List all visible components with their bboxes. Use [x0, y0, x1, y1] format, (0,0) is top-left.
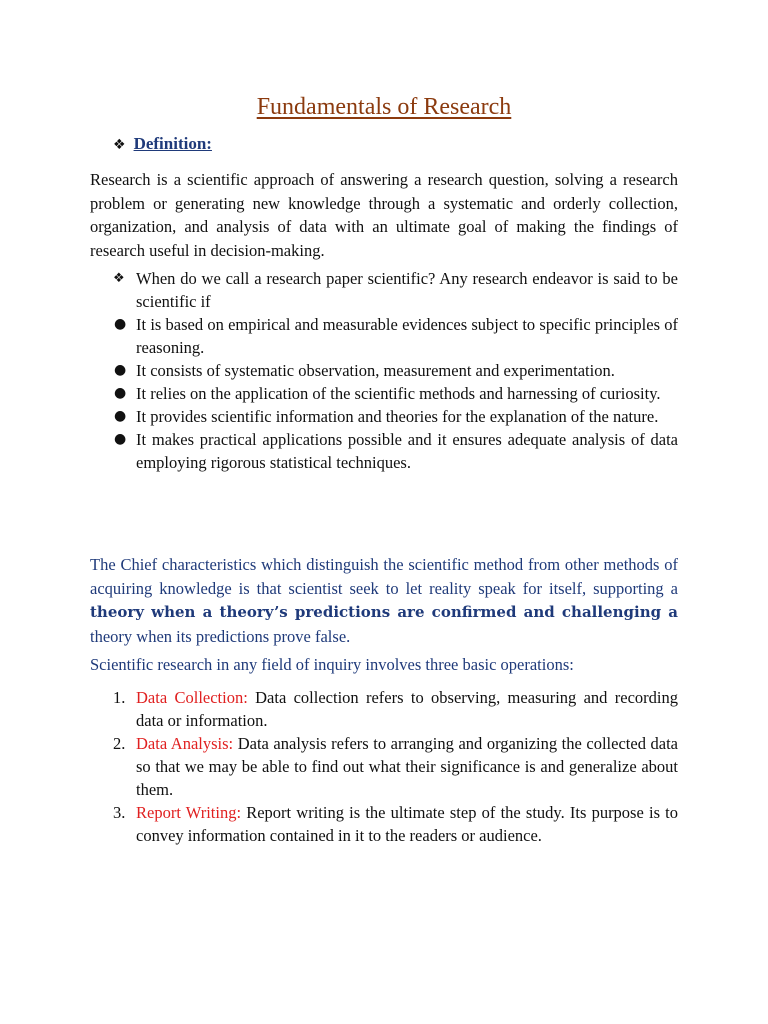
list-item — [113, 359, 678, 382]
list-item — [113, 801, 678, 847]
definition-heading — [113, 134, 212, 154]
chief-characteristics-paragraph — [90, 553, 678, 648]
item-number: 3. — [113, 803, 126, 822]
definition-heading-text: Definition: — [133, 134, 212, 153]
operations-list — [113, 686, 678, 847]
chief-text-part1: The Chief characteristics which distinguish the scientific method from other methods of acquiring knowledge is that scientist seek to let reality speak for itself, supporting a — [90, 555, 678, 598]
page-title: Fundamentals of Research — [256, 94, 512, 120]
operations-intro: Scientific research in any field of inquiry involves three basic operations: — [90, 655, 574, 674]
diamond-bullet-icon: ❖ — [113, 271, 125, 286]
operation-term: Data Collection: — [136, 688, 248, 707]
scientific-intro: When do we call a research paper scientific? Any research endeavor is said to be scientific if — [136, 269, 678, 311]
operation-text: Data analysis refers to arranging and organizing the collected data so that we may be able to find out what their significance is and generalize about them. — [136, 734, 678, 799]
item-number: 1. — [113, 688, 126, 707]
criteria-text: It provides scientific information and theories for the explanation of the nature. — [136, 407, 659, 426]
criteria-text: It consists of systematic observation, measurement and experimentation. — [136, 361, 615, 380]
list-item — [113, 428, 678, 474]
scientific-criteria-list — [113, 267, 678, 474]
list-item — [113, 382, 678, 405]
criteria-text: It relies on the application of the scientific methods and harnessing of curiosity. — [136, 384, 661, 403]
operation-text: Data collection refers to observing, measuring and recording data or information. — [136, 688, 678, 730]
operation-text: Report writing is the ultimate step of the study. Its purpose is to convey information contained in it to the readers or audience. — [136, 803, 678, 845]
bullet-dot-icon: ● — [114, 362, 127, 378]
bullet-dot-icon: ● — [114, 385, 127, 401]
operation-term: Report Writing: — [136, 803, 242, 822]
chief-text-bold: theory when a theory’s predictions are confirmed and challenging a — [90, 603, 678, 621]
bullet-dot-icon: ● — [114, 408, 127, 424]
bullet-dot-icon: ● — [114, 431, 127, 447]
definition-paragraph: Research is a scientific approach of answering a research question, solving a research problem or generating new knowledge through a systematic and orderly collection, organization, and analysis of data with an ultimate goal of making the findings of research useful in decision-making. — [90, 170, 678, 260]
diamond-bullet-icon: ❖ — [113, 137, 126, 153]
operation-term: Data Analysis: — [136, 734, 234, 753]
list-item — [113, 267, 678, 313]
item-number: 2. — [113, 734, 126, 753]
list-item — [113, 313, 678, 359]
list-item — [113, 732, 678, 801]
list-item — [113, 405, 678, 428]
criteria-text: It is based on empirical and measurable evidences subject to specific principles of reasoning. — [136, 315, 678, 357]
chief-text-part2: theory when its predictions prove false. — [90, 626, 351, 646]
criteria-text: It makes practical applications possible and it ensures adequate analysis of data employing rigorous statistical techniques. — [136, 430, 678, 472]
list-item — [113, 686, 678, 732]
bullet-dot-icon: ● — [114, 316, 127, 332]
